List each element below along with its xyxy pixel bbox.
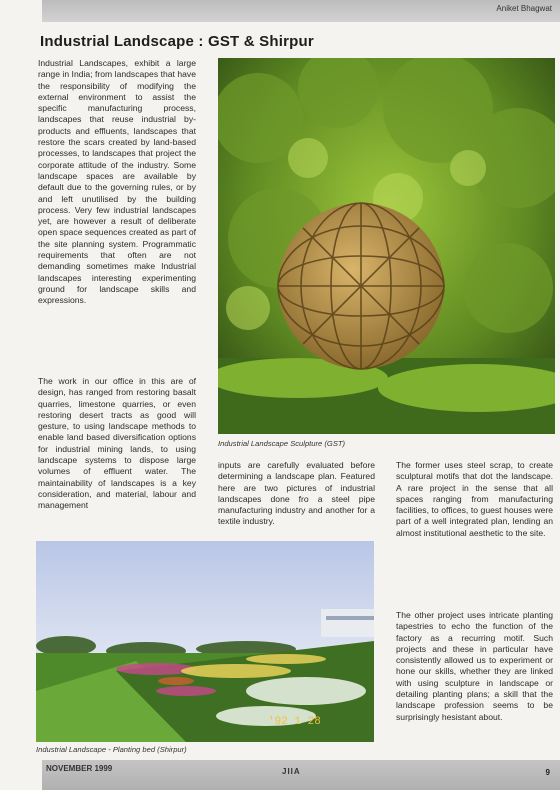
footer-bar	[42, 760, 560, 790]
paragraph: The former uses steel scrap, to create sculptural motifs that dot the landscape. A rare project in the sense that all spaces ranging from manufacturing facilities, to offices, to guest houses were part of a well integrated plan, lending an almost institutional aesthetic to the site.	[396, 460, 553, 538]
issue-date: NOVEMBER 1999	[46, 764, 113, 773]
photo-date-stamp: '92 1 28	[268, 716, 321, 728]
paragraph: Industrial Landscapes, exhibit a large range in India; from landscapes that have the responsibility of modifying the external environment to assist the specific manufacturing process, landscapes that reuse industrial by-products and effluents, landscapes that restore the scars created by land-based processes, to landscapes that project the corporate attitude of the industry. Some landscape spaces are available by default due to the governing rules, or by and left unutilised by the building process. Very few industrial landscapes yet, are however a result of deliberate open space sequences created as part of the site planning system. Programmatic requirements that often are not demanding sometimes make Industrial landscapes interesting experimenting ground for landscape skills and expressions.	[38, 58, 196, 306]
header-bar	[42, 0, 560, 22]
paragraph: The work in our office in this are of design, has ranged from restoring basalt quarries, limestone quarries, or even restoring desert tracts as good will gesture, to using landscape methods to enable land based diversification options for industrial mining lands, to using landscape systems to dispose large volumes of effluent water. The maintainability of landscapes is a key consideration, and material, labour and management	[38, 376, 196, 511]
paragraph: inputs are carefully evaluated before determining a landscape plan. Featured here are two pictures of industrial landscapes done fro a steel pipe manufacturing industry and another for a textile industry.	[218, 460, 375, 527]
sculpture-photo	[218, 58, 555, 434]
column-2-text	[218, 460, 375, 538]
column-1-paragraph-1	[38, 58, 196, 317]
journal-name: JIIA	[282, 767, 301, 776]
author-name: Aniket Bhagwat	[496, 4, 552, 13]
planting-bed-photo	[36, 541, 374, 742]
article-title: Industrial Landscape : GST & Shirpur	[40, 33, 314, 50]
figure-caption-planting: Industrial Landscape - Planting bed (Shirpur)	[36, 745, 187, 754]
figure-caption-sculpture: Industrial Landscape Sculpture (GST)	[218, 439, 346, 448]
column-3-paragraph-2	[396, 610, 553, 733]
page-number: 9	[545, 768, 550, 777]
paragraph: The other project uses intricate planting tapestries to echo the function of the factory as a recurring motif. Such projects and these in particular have consistently allowed us to experiment or hone our skills, whether they are linked with using sculpture in landscape or detailing planting plans; a skill that the landscape profession seems to be surprisingly hesistant about.	[396, 610, 553, 722]
column-1-paragraph-2	[38, 376, 196, 522]
column-3-paragraph-1	[396, 460, 553, 549]
